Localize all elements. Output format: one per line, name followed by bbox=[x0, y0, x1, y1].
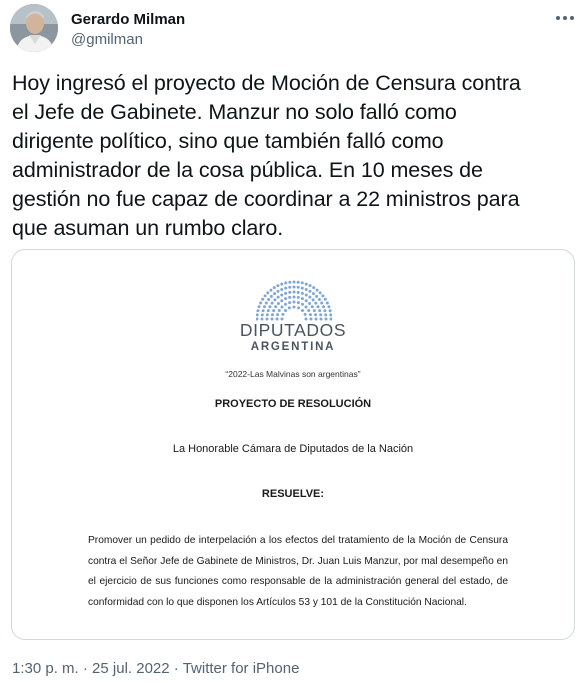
logo-seat-dot bbox=[314, 302, 317, 305]
logo-seat-dot bbox=[274, 305, 277, 308]
logo-seat-dot bbox=[276, 284, 279, 287]
logo-seat-dot bbox=[305, 293, 308, 296]
logo-seat-dot bbox=[293, 291, 296, 294]
logo-seat-dot bbox=[266, 291, 269, 294]
document-motto: “2022-Las Malvinas son argentinas” bbox=[225, 369, 361, 379]
logo-seat-dot bbox=[297, 306, 300, 309]
logo-seat-dot bbox=[317, 305, 320, 308]
logo-seat-dot bbox=[267, 298, 270, 301]
logo-seat-dot bbox=[305, 305, 308, 308]
logo-seat-dot bbox=[277, 296, 280, 299]
logo-seat-dot bbox=[281, 313, 284, 316]
logo-seat-dot bbox=[297, 286, 300, 289]
more-options-button[interactable] bbox=[553, 8, 577, 28]
logo-seat-dot bbox=[322, 305, 325, 308]
document-resolve: RESUELVE: bbox=[261, 488, 325, 500]
logo-seat-dot bbox=[269, 289, 272, 292]
logo-seat-dot bbox=[318, 298, 321, 301]
avatar[interactable] bbox=[10, 4, 58, 52]
logo-seat-dot bbox=[312, 286, 315, 289]
logo-seat-dot bbox=[277, 302, 280, 305]
footer-separator: · bbox=[173, 660, 179, 677]
logo-seat-dot bbox=[288, 291, 291, 294]
logo-seat-dot bbox=[311, 305, 314, 308]
tweet-time[interactable]: 1:30 p. m. bbox=[12, 660, 79, 677]
tweet-header bbox=[10, 4, 577, 56]
logo-seat-dot bbox=[304, 313, 307, 316]
logo-seat-dot bbox=[323, 309, 326, 312]
logo-seat-dot bbox=[280, 299, 283, 302]
document-org-country: ARGENTINA bbox=[250, 341, 336, 353]
logo-seat-dot bbox=[318, 309, 321, 312]
logo-seat-dot bbox=[297, 301, 300, 304]
logo-seat-dot bbox=[266, 313, 269, 316]
logo-seat-dot bbox=[262, 309, 265, 312]
logo-seat-dot bbox=[309, 313, 312, 316]
logo-seat-dot bbox=[329, 309, 332, 312]
logo-seat-dot bbox=[284, 281, 287, 284]
logo-seat-dot bbox=[301, 297, 304, 300]
logo-seat-dot bbox=[288, 296, 291, 299]
logo-seat-dot bbox=[315, 295, 318, 298]
logo-seat-dot bbox=[280, 293, 283, 296]
logo-seat-dot bbox=[273, 286, 276, 289]
logo-seat-dot bbox=[270, 295, 273, 298]
tweet-footer bbox=[12, 659, 299, 679]
logo-seat-dot bbox=[258, 305, 261, 308]
logo-seat-dot bbox=[324, 298, 327, 301]
logo-seat-dot bbox=[278, 309, 281, 312]
logo-seat-dot bbox=[314, 313, 317, 316]
tweet-date[interactable]: 25 jul. 2022 bbox=[92, 660, 170, 677]
logo-seat-dot bbox=[259, 301, 262, 304]
logo-seat-dot bbox=[268, 305, 271, 308]
tweet-source[interactable]: Twitter for iPhone bbox=[182, 660, 300, 677]
logo-seat-dot bbox=[305, 283, 308, 286]
logo-seat-dot bbox=[301, 281, 304, 284]
logo-seat-dot bbox=[284, 292, 287, 295]
document-chamber: La Honorable Cámara de Diputados de la Nación bbox=[172, 443, 414, 455]
logo-seat-dot bbox=[264, 294, 267, 297]
logo-seat-dot bbox=[261, 313, 264, 316]
logo-seat-dot bbox=[293, 306, 296, 309]
logo-seat-dot bbox=[308, 302, 311, 305]
more-options-icon bbox=[555, 15, 575, 21]
author-block bbox=[71, 10, 185, 50]
logo-seat-dot bbox=[329, 313, 332, 316]
logo-seat-dot bbox=[273, 292, 276, 295]
logo-seat-dot bbox=[326, 301, 329, 304]
logo-seat-dot bbox=[293, 281, 296, 284]
tweet-text: Hoy ingresó el proyecto de Moción de Censura contra el Jefe de Gabinete. Manzur no solo falló como dirigente político, sino que también falló como administrador de la cosa pública. En 10 meses de gestión no fue capaz de coordinar a 22 ministros para que asuman un rumbo claro. bbox=[12, 71, 521, 240]
logo-seat-dot bbox=[280, 288, 283, 291]
logo-seat-dot bbox=[305, 299, 308, 302]
logo-seat-dot bbox=[288, 301, 291, 304]
logo-seat-dot bbox=[313, 309, 316, 312]
logo-seat-dot bbox=[301, 287, 304, 290]
logo-seat-dot bbox=[312, 292, 315, 295]
logo-seat-dot bbox=[265, 302, 268, 305]
logo-seat-dot bbox=[319, 313, 322, 316]
logo-seat-dot bbox=[301, 303, 304, 306]
avatar-image bbox=[10, 4, 58, 52]
logo-seat-dot bbox=[309, 284, 312, 287]
logo-seat-dot bbox=[320, 302, 323, 305]
diputados-logo-icon bbox=[256, 277, 332, 321]
logo-seat-dot bbox=[316, 289, 319, 292]
logo-seat-dot bbox=[297, 291, 300, 294]
logo-seat-dot bbox=[256, 313, 259, 316]
logo-seat-dot bbox=[288, 286, 291, 289]
logo-seat-dot bbox=[272, 309, 275, 312]
logo-seat-dot bbox=[305, 288, 308, 291]
logo-seat-dot bbox=[280, 305, 283, 308]
logo-seat-dot bbox=[267, 309, 270, 312]
logo-seat-dot bbox=[293, 286, 296, 289]
tweet-media-image[interactable] bbox=[11, 249, 575, 640]
logo-seat-dot bbox=[312, 298, 315, 301]
document-body: Promover un pedido de interpelación a los efectos del tratamiento de la Moción de Censura contra el Señor Jefe de Gabinete de Ministros, Dr. Juan Luis Manzur, por mal desempeño en el ejercicio de sus funciones como responsable de la administración general del estado, de conformidad con lo que disponen los Artículos 53 y 101 de la Constitución Nacional. bbox=[88, 535, 508, 608]
logo-seat-dot bbox=[321, 294, 324, 297]
logo-seat-dot bbox=[301, 292, 304, 295]
logo-seat-dot bbox=[324, 313, 327, 316]
logo-seat-dot bbox=[271, 302, 274, 305]
footer-separator: · bbox=[82, 660, 88, 677]
logo-seat-dot bbox=[297, 296, 300, 299]
logo-seat-dot bbox=[263, 305, 266, 308]
logo-seat-dot bbox=[261, 298, 264, 301]
author-handle[interactable]: @gmilman bbox=[71, 31, 143, 48]
logo-seat-dot bbox=[284, 297, 287, 300]
logo-seat-dot bbox=[280, 283, 283, 286]
logo-seat-dot bbox=[293, 296, 296, 299]
logo-seat-dot bbox=[288, 281, 291, 284]
logo-seat-dot bbox=[284, 303, 287, 306]
logo-seat-dot bbox=[288, 306, 291, 309]
document-org-name: DIPUTADOS bbox=[239, 320, 347, 340]
logo-seat-dot bbox=[284, 287, 287, 290]
document-title: PROYECTO DE RESOLUCIÓN bbox=[214, 398, 372, 410]
author-display-name[interactable]: Gerardo Milman bbox=[71, 11, 186, 28]
logo-seat-dot bbox=[327, 305, 330, 308]
logo-seat-dot bbox=[309, 290, 312, 293]
logo-seat-dot bbox=[277, 290, 280, 293]
logo-seat-dot bbox=[307, 309, 310, 312]
logo-seat-dot bbox=[271, 313, 274, 316]
logo-seat-dot bbox=[301, 309, 304, 312]
logo-seat-dot bbox=[284, 309, 287, 312]
logo-seat-dot bbox=[273, 298, 276, 301]
logo-seat-dot bbox=[276, 313, 279, 316]
logo-seat-dot bbox=[319, 291, 322, 294]
logo-seat-dot bbox=[308, 296, 311, 299]
logo-seat-dot bbox=[293, 301, 296, 304]
document-image bbox=[12, 250, 574, 639]
logo-seat-dot bbox=[297, 281, 300, 284]
logo-seat-dot bbox=[256, 309, 259, 312]
